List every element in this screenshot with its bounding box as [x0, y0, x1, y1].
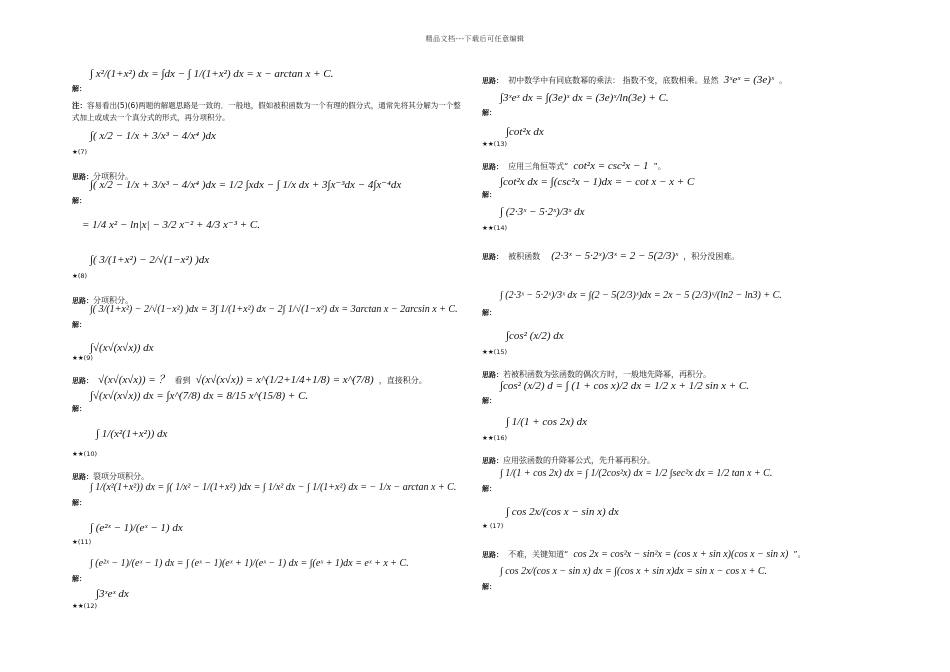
- problem-8-number: ★(8): [72, 272, 88, 280]
- problem-17-number: ★ (17): [482, 522, 504, 530]
- problem-11-integral: ∫ (e²ˣ − 1)/(eˣ − 1) dx: [90, 522, 183, 534]
- problem-12-silu: [482, 68, 787, 87]
- jie-label: 解：: [72, 405, 86, 413]
- silu-text: ，积分没困难。: [683, 252, 740, 261]
- problem-14-number: ★★(14): [482, 224, 507, 232]
- problem-9-eq: ∫√(x√(x√x)) dx = ∫x^(7/8) dx = 8/15 x^(15/8) + C.: [90, 390, 309, 402]
- jie-label: 解：: [482, 309, 496, 317]
- problem-10-eq: ∫ 1/(x²(1+x²)) dx = ∫( 1/x² − 1/(1+x²) )dx = ∫ 1/x² dx − ∫ 1/(1+x²) dx = − 1/x − arctan x + C.: [90, 482, 457, 493]
- problem-9-integral: ∫√(x√(x√x)) dx: [90, 342, 154, 354]
- problem-16-number: ★★(16): [482, 434, 507, 442]
- silu-text: 初中数学中有同底数幂的乘法： 指数不变，底数相乘。显然: [508, 76, 719, 85]
- problem-16-integral: ∫ 1/(1 + cos 2x) dx: [506, 416, 587, 428]
- problem-13-silu: [482, 154, 666, 173]
- jie-label: 解：: [72, 499, 86, 507]
- problem-14-eq: ∫ (2·3ˣ − 5·2ˣ)/3ˣ dx = ∫(2 − 5(2/3)ˣ)dx = 2x − 5 (2/3)ˣ/(ln2 − ln3) + C.: [500, 290, 782, 301]
- problem-13-number: ★★(13): [482, 140, 507, 148]
- problem-12-number: ★★(12): [72, 602, 97, 610]
- problem-7-eq2: = 1/4 x² − ln|x| − 3/2 x⁻² + 4/3 x⁻³ + C.: [82, 219, 261, 231]
- jie-label: 解：: [72, 197, 86, 205]
- silu-label: 思路：: [72, 473, 93, 481]
- silu-label: 思路：: [482, 371, 503, 379]
- jie-label: 解：: [482, 191, 496, 199]
- silu-label: 思路：: [72, 297, 93, 305]
- problem-14-integral: ∫ (2·3ˣ − 5·2ˣ)/3ˣ dx: [500, 206, 585, 218]
- problem-15-integral: ∫cos² (x/2) dx: [506, 330, 564, 342]
- problem-15-silu: [482, 362, 711, 381]
- formula-intro: ∫ x²/(1+x²) dx = ∫dx − ∫ 1/(1+x²) dx = x − arctan x + C.: [90, 68, 334, 80]
- problem-8-integral: ∫( 3/(1+x²) − 2/√(1−x²) )dx: [90, 254, 210, 266]
- jie-label: 解：: [72, 321, 86, 329]
- silu-text: 分项积分。: [93, 172, 133, 181]
- problem-12-integral: ∫3ˣeˣ dx: [96, 588, 129, 600]
- problem-16-eq: ∫ 1/(1 + cos 2x) dx = ∫ 1/(2cos²x) dx = 1/2 ∫sec²x dx = 1/2 tan x + C.: [500, 468, 773, 479]
- problem-13-eq: ∫cot²x dx = ∫(csc²x − 1)dx = − cot x − x + C: [500, 176, 695, 188]
- silu-formula: (2·3ˣ − 5·2ˣ)/3ˣ = 2 − 5(2/3)ˣ: [551, 250, 679, 262]
- silu-label: 思路：: [482, 457, 503, 465]
- silu-formula: 3ˣeˣ = (3e)ˣ: [723, 74, 775, 86]
- problem-15-number: ★★(15): [482, 348, 507, 356]
- silu-text: 。: [779, 76, 788, 85]
- page-header: 精品文档---下载后可任意编辑: [425, 35, 525, 43]
- silu-text: 应用三角恒等式“: [508, 162, 569, 171]
- problem-8-eq: ∫( 3/(1+x²) − 2/√(1−x²) )dx = 3∫ 1/(1+x²) dx − 2∫ 1/√(1−x²) dx = 3arctan x − 2arcsin x + C.: [90, 304, 458, 315]
- silu-label: 思路：: [72, 377, 93, 385]
- silu-text: 应用弦函数的升降幂公式，先升幂再积分。: [503, 456, 655, 465]
- problem-9-silu: [72, 368, 427, 387]
- silu-text: ，直接积分。: [378, 376, 427, 385]
- jie-label: 解：: [72, 85, 86, 93]
- silu-text: 看到: [174, 376, 191, 385]
- jie-label: 解：: [482, 109, 496, 117]
- silu-text: 被积函数: [508, 252, 541, 261]
- problem-16-silu: [482, 448, 655, 467]
- silu-label: 思路：: [482, 551, 503, 559]
- jie-label: 解：: [72, 575, 86, 583]
- silu-formula: cos 2x = cos²x − sin²x = (cos x + sin x)(cos x − sin x): [573, 549, 789, 560]
- problem-7-number: ★(7): [72, 148, 88, 156]
- problem-7-integral: ∫( x/2 − 1/x + 3/x³ − 4/x⁴ )dx: [90, 130, 216, 142]
- problem-9-number: ★★(9): [72, 354, 93, 362]
- problem-15-eq: ∫cos² (x/2) d = ∫ (1 + cos x)/2 dx = 1/2 x + 1/2 sin x + C.: [500, 380, 749, 392]
- problem-7-eq1: ∫( x/2 − 1/x + 3/x³ − 4/x⁴ )dx = 1/2 ∫xdx − ∫ 1/x dx + 3∫x⁻³dx − 4∫x⁻⁴dx: [90, 179, 402, 191]
- silu-label: 思路：: [482, 163, 503, 171]
- silu-formula: √(x√(x√x)) = x^(1/2+1/4+1/8) = x^(7/8): [195, 374, 374, 386]
- problem-10-silu: [72, 464, 149, 483]
- problem-11-number: ★(11): [72, 538, 92, 546]
- silu-label: 思路：: [72, 173, 93, 181]
- silu-text: 若被积函数为弦函数的偶次方时，一般地先降幂，再积分。: [503, 370, 711, 379]
- note-text: 容易看出(5)(6)两题的解题思路是一致的．一般地，假如被积函数为一个有理的假分式，通常先将其分解为一个整式加上或成去一个真分式的形式，再分项积分。: [72, 101, 461, 122]
- silu-formula: cot²x = csc²x − 1: [573, 160, 649, 172]
- note-paragraph: [72, 100, 467, 124]
- problem-14-silu: [482, 244, 739, 263]
- silu-text: 不难，关键知道“: [508, 550, 569, 559]
- jie-label: 解：: [482, 485, 496, 493]
- problem-10-integral: ∫ 1/(x²(1+x²)) dx: [96, 428, 168, 440]
- problem-12-eq: ∫3ˣeˣ dx = ∫(3e)ˣ dx = (3e)ˣ/ln(3e) + C.: [500, 92, 669, 104]
- silu-formula: √(x√(x√x)) = ？: [98, 374, 170, 386]
- problem-13-integral: ∫cot²x dx: [506, 126, 544, 138]
- silu-label: 思路：: [482, 77, 503, 85]
- silu-text: 裂项分项积分。: [93, 472, 149, 481]
- jie-label: 解：: [482, 397, 496, 405]
- silu-text: 分项积分。: [93, 296, 133, 305]
- problem-17-integral: ∫ cos 2x/(cos x − sin x) dx: [506, 506, 619, 518]
- silu-text: ”。: [653, 162, 666, 171]
- problem-10-number: ★★(10): [72, 450, 97, 458]
- note-label: 注：: [72, 101, 87, 110]
- problem-11-eq: ∫ (e²ˣ − 1)/(eˣ − 1) dx = ∫ (eˣ − 1)(eˣ + 1)/(eˣ − 1) dx = ∫(eˣ + 1)dx = eˣ + x + C.: [90, 558, 409, 569]
- silu-text: ”。: [793, 550, 806, 559]
- silu-label: 思路：: [482, 253, 503, 261]
- problem-17-eq: ∫ cos 2x/(cos x − sin x) dx = ∫(cos x + sin x)dx = sin x − cos x + C.: [500, 566, 768, 577]
- jie-label: 解：: [482, 583, 496, 591]
- problem-17-silu: [482, 542, 806, 561]
